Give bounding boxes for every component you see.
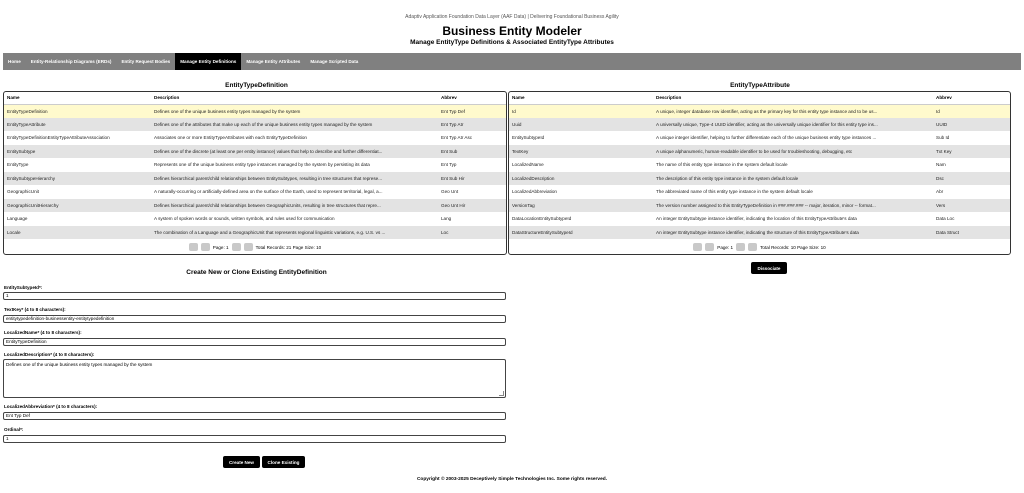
- table-row[interactable]: [509, 226, 1011, 240]
- tab-manage-scripted-data[interactable]: Manage Scripted Data: [310, 59, 359, 64]
- page-indicator: Page: 1: [717, 244, 734, 250]
- table-row[interactable]: [509, 212, 1011, 226]
- attributes-header-row: [509, 92, 1011, 104]
- cell-abbrev: Data Loc: [936, 216, 955, 222]
- prev-page-button[interactable]: [201, 243, 210, 251]
- cell-name: GeographicUnitHierarchy: [4, 199, 151, 213]
- entity-subtype-id-label: EntitySubtypeId*:: [4, 285, 43, 290]
- cell-name: GeographicUnit: [7, 189, 39, 195]
- localized-description-textarea[interactable]: [3, 359, 506, 398]
- cell-name: TextKey: [509, 145, 653, 159]
- text-key-label: TextKey* (4 to 8 characters):: [4, 307, 66, 312]
- table-row[interactable]: [4, 104, 507, 118]
- tab-manage-entity-attributes[interactable]: Manage Entity Attributes: [246, 59, 301, 64]
- definitions-panel-title: EntityTypeDefinition: [225, 82, 288, 89]
- cell-name: EntityTypeAttribute: [4, 118, 151, 132]
- definitions-pager: [4, 243, 506, 251]
- cell-description: Defines one of the attributes that make up each of the unique business entity types managed by the system: [151, 118, 438, 132]
- table-row[interactable]: [4, 172, 507, 186]
- column-header-abbrev[interactable]: Abbrev: [438, 92, 507, 104]
- cell-description: An integer EntitySubtype instance identifier, indicating the location of this EntityTypeAttribute's data: [656, 216, 857, 222]
- tab-home[interactable]: Home: [8, 59, 21, 64]
- cell-name: Locale: [4, 226, 151, 240]
- ordinal-field[interactable]: 1: [3, 435, 506, 443]
- last-page-button[interactable]: [748, 243, 757, 251]
- table-row[interactable]: [4, 145, 507, 159]
- table-row[interactable]: [509, 172, 1011, 186]
- page-subtitle: Manage EntityType Definitions & Associated EntityType Attributes: [410, 39, 614, 46]
- cell-name: EntityTypeDefinitionEntityTypeAttributeAssociation: [7, 135, 110, 141]
- tab-entity-request-bodies[interactable]: Entity Request Bodies: [121, 59, 171, 64]
- table-row[interactable]: [509, 199, 1011, 213]
- page-indicator: Page: 1: [212, 244, 229, 250]
- cell-abbrev: Ent Sub: [438, 145, 507, 159]
- table-row[interactable]: [509, 118, 1011, 132]
- table-row[interactable]: [4, 158, 507, 172]
- cell-name: EntityTypeDefinition: [4, 104, 151, 118]
- cell-abbrev: Sub Id: [936, 135, 950, 141]
- column-header-name[interactable]: Name: [509, 92, 653, 104]
- localized-description-label: LocalizedDescription* (4 to 8 characters):: [4, 352, 95, 357]
- table-row[interactable]: [509, 145, 1011, 159]
- page-title: Business Entity Modeler: [442, 24, 582, 38]
- cell-abbrev: Txt Key: [933, 145, 1011, 159]
- text-key-field[interactable]: entitytypedefinition-businessentity-entitytypedefinition: [3, 315, 506, 323]
- cell-abbrev: Nam: [936, 162, 946, 168]
- table-row[interactable]: [4, 212, 507, 226]
- table-row[interactable]: [4, 199, 507, 213]
- cell-description: Defines hierarchical parent/child relationships between EntitySubtypes, resulting in tree structures that represe...: [151, 172, 438, 186]
- table-row[interactable]: [4, 226, 507, 240]
- cell-name: EntitySubtypeHierarchy: [4, 172, 151, 186]
- cell-name: LocalizedName: [512, 162, 544, 168]
- cell-abbrev: Id: [933, 104, 1011, 118]
- table-row[interactable]: [509, 131, 1011, 145]
- definitions-header-row: [4, 92, 507, 104]
- cell-name: EntitySubtype: [4, 145, 151, 159]
- cell-description: A unique, integer database row identifier, acting as the primary key for this entity type instance and to be us...: [653, 104, 933, 118]
- cell-description: The version number assigned to this EntityTypeDefinition in ###.###.### -- major, iteration, minor -- format...: [653, 199, 933, 213]
- record-totals: Total Records: 21 Page Size: 10: [255, 244, 322, 250]
- cell-name: VersionTag: [509, 199, 653, 213]
- record-totals: Total Records: 10 Page Size: 10: [760, 244, 826, 250]
- entity-subtype-id-field[interactable]: 1: [3, 292, 506, 300]
- cell-abbrev: Data Struct: [933, 226, 1011, 240]
- cell-description: The abbreviated name of this entity type instance in the system default locale: [656, 189, 813, 195]
- cell-name: Language: [7, 216, 28, 222]
- table-row[interactable]: [4, 118, 507, 132]
- prev-page-button[interactable]: [705, 243, 714, 251]
- cell-name: EntitySubtypeId: [512, 135, 545, 141]
- attributes-table: [509, 92, 1011, 239]
- cell-description: The combination of a Language and a GeographicUnit that represents regional linguistic variations, e.g. U.S. vs ...: [151, 226, 438, 240]
- next-page-button[interactable]: [232, 243, 241, 251]
- cell-abbrev: Ent Sub Hir: [438, 172, 507, 186]
- cell-description: Associates one or more EntityTypeAttributes with each EntityTypeDefinition: [154, 135, 307, 141]
- localized-description-value: Defines one of the unique business entity types managed by the system: [6, 362, 153, 367]
- cell-abbrev: Lang: [441, 216, 452, 222]
- tab-erds[interactable]: Entity-Relationship Diagrams (ERDs): [30, 59, 112, 64]
- next-page-button[interactable]: [736, 243, 745, 251]
- create-new-button[interactable]: Create New: [223, 456, 260, 468]
- cell-abbrev: Ent Typ Atr: [438, 118, 507, 132]
- cell-description: The description of this entity type instance in the system default locale: [653, 172, 933, 186]
- cell-abbrev: Geo Unt: [441, 189, 459, 195]
- tab-manage-entity-definitions[interactable]: Manage Entity Definitions: [175, 53, 241, 70]
- column-header-abbrev[interactable]: Abbrev: [933, 92, 1011, 104]
- cell-name: Uuid: [509, 118, 653, 132]
- cell-description: The name of this entity type instance in the system default locale: [656, 162, 788, 168]
- resize-grip-icon[interactable]: [499, 391, 504, 396]
- column-header-name[interactable]: Name: [4, 92, 151, 104]
- table-row[interactable]: [509, 185, 1011, 199]
- cell-description: A system of spoken words or sounds, written symbols, and rules used for communication: [154, 216, 335, 222]
- cell-description: An integer EntitySubtype instance identifier, indicating the structure of this EntityTypeAttribute's data: [653, 226, 933, 240]
- definitions-table: [4, 92, 507, 239]
- cell-name: LocalizedAbbreviation: [512, 189, 557, 195]
- table-row[interactable]: [509, 158, 1011, 172]
- cell-description: Represents one of the unique business entity type instances managed by the system by persisting its data: [154, 162, 370, 168]
- localized-name-label: LocalizedName* (4 to 8 characters):: [4, 330, 82, 335]
- cell-description: A naturally-occurring or artificially-defined area on the surface of the Earth, used to represent territorial, legal, a...: [154, 189, 383, 195]
- cell-abbrev: Geo Unt Hir: [438, 199, 507, 213]
- table-row[interactable]: [509, 104, 1011, 118]
- cell-abbrev: Ent Typ Def: [438, 104, 507, 118]
- cell-description: Defines hierarchical parent/child relationships between GeographicUnits, resulting in tree structures that repre...: [151, 199, 438, 213]
- first-page-button[interactable]: [189, 243, 198, 251]
- form-title: Create New or Clone Existing EntityDefinition: [186, 269, 327, 276]
- cell-name: EntityType: [7, 162, 29, 168]
- cell-description: A universally unique, Type-4 UUID identifier, acting as the universally unique identifier for this entity type ins...: [653, 118, 933, 132]
- cell-name: Id: [509, 104, 653, 118]
- footer-copyright: Copyright © 2003-2025 Deceptively Simple Technologies Inc. Some rights reserved.: [416, 477, 608, 482]
- cell-description: A unique alphanumeric, human-readable identifier to be used for troubleshooting, debugging, etc: [653, 145, 933, 159]
- table-row[interactable]: [4, 185, 507, 199]
- main-nav: [3, 53, 1021, 70]
- dissociate-button[interactable]: Dissociate: [751, 262, 787, 274]
- last-page-button[interactable]: [244, 243, 253, 251]
- cell-abbrev: Dsc: [933, 172, 1011, 186]
- first-page-button[interactable]: [693, 243, 702, 251]
- table-row[interactable]: [4, 131, 507, 145]
- attributes-pager: [509, 243, 1010, 251]
- clone-existing-button[interactable]: Clone Existing: [262, 456, 305, 468]
- column-header-description[interactable]: Description: [151, 92, 438, 104]
- cell-abbrev: Loc: [438, 226, 507, 240]
- column-header-description[interactable]: Description: [653, 92, 933, 104]
- cell-abbrev: Ent Typ: [441, 162, 457, 168]
- cell-abbrev: UUID: [933, 118, 1011, 132]
- ordinal-label: Ordinal*:: [4, 427, 24, 432]
- cell-abbrev: Vers: [933, 199, 1011, 213]
- cell-name: LocalizedDescription: [509, 172, 653, 186]
- cell-name: DataStructureEntitySubtypeId: [509, 226, 653, 240]
- attributes-panel: [508, 91, 1011, 255]
- attributes-panel-title: EntityTypeAttribute: [730, 82, 790, 89]
- app-tagline: Adaptiv Application Foundation Data Layer (AAF Data) | Delivering Foundational Business Agility: [405, 14, 619, 20]
- cell-name: DataLocationEntitySubtypeId: [512, 216, 572, 222]
- cell-abbrev: Abr: [936, 189, 944, 195]
- cell-abbrev: Ent Typ Atr Asc: [441, 135, 473, 141]
- cell-description: Defines one of the discrete (at least one per entity instance) values that help to describe and further differentiat...: [151, 145, 438, 159]
- cell-description: A unique integer identifier, helping to further differentiate each of the unique business entity type instances ...: [656, 135, 877, 141]
- localized-abbreviation-label: LocalizedAbbreviation* (4 to 8 characters):: [4, 404, 98, 409]
- definitions-panel: [3, 91, 507, 255]
- localized-name-field[interactable]: EntityTypeDefinition: [3, 338, 506, 346]
- localized-abbreviation-field[interactable]: Ent Typ Def: [3, 412, 506, 420]
- cell-description: Defines one of the unique business entity types managed by the system: [151, 104, 438, 118]
